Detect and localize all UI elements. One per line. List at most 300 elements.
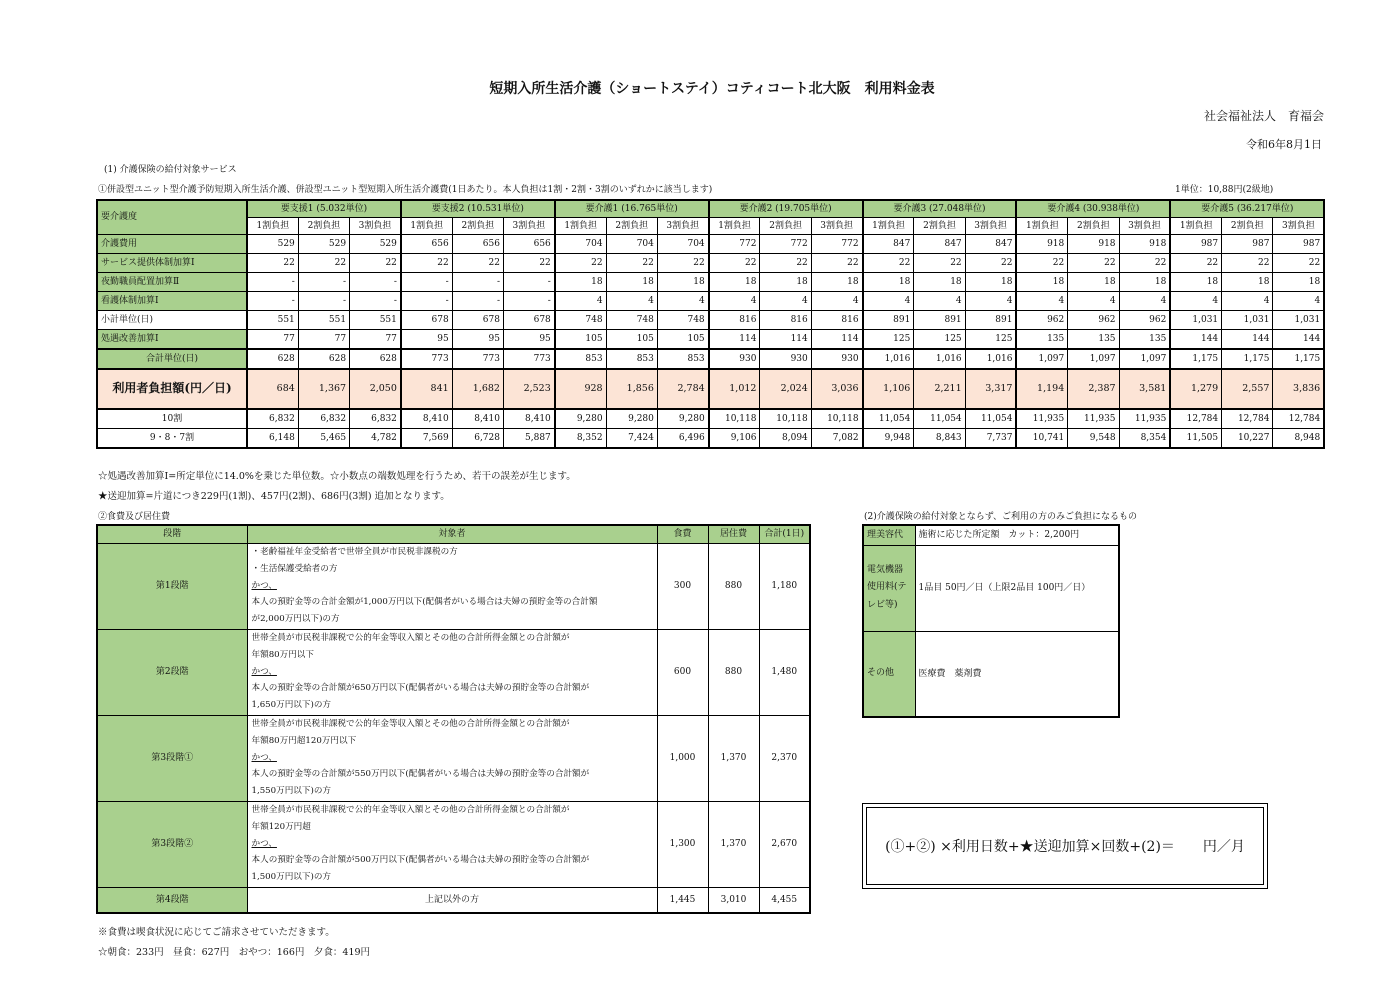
value-cell: - [503, 292, 554, 311]
value-cell: 4 [1273, 292, 1324, 311]
value-cell: 748 [555, 311, 606, 330]
value-cell: 22 [760, 254, 811, 273]
value-cell: 8,948 [1273, 429, 1324, 449]
value-cell: 3,581 [1119, 369, 1170, 409]
target-line: かつ、 [251, 838, 277, 849]
value-cell: 2,387 [1068, 369, 1119, 409]
value-cell: 1,097 [1119, 349, 1170, 369]
value-cell: 918 [1068, 235, 1119, 254]
value-cell: 1,097 [1068, 349, 1119, 369]
stage-total: 4,455 [759, 887, 810, 913]
section1-note-1: ☆処遇改善加算Ⅰ=所定単位に14.0%を乗じた単位数。☆小数点の端数処理を行うため、若干の誤差が生じます。 [98, 471, 576, 482]
value-cell: - [350, 292, 401, 311]
amount-row [97, 429, 1324, 449]
value-cell: 748 [657, 311, 708, 330]
target-line: 本人の預貯金等の合計額が550万円以下(配偶者がいる場合は夫婦の預貯金等の合計額が [251, 769, 590, 780]
value-cell: 816 [709, 311, 760, 330]
value-cell: 628 [298, 349, 349, 369]
care-level-header: 要介護4 (30.938単位) [1016, 200, 1170, 218]
value-cell: 1,175 [1273, 349, 1324, 369]
value-cell: 10,227 [1222, 429, 1273, 449]
stage-total: 1,180 [759, 543, 810, 629]
value-cell: 704 [555, 235, 606, 254]
stage-row [97, 543, 810, 629]
value-cell: 8,843 [914, 429, 965, 449]
value-cell: 22 [965, 254, 1016, 273]
target-header: 対象者 [247, 525, 657, 543]
value-cell: 105 [606, 330, 657, 350]
value-cell: 773 [401, 349, 452, 369]
value-cell: 8,354 [1119, 429, 1170, 449]
target-line: 本人の預貯金等の合計額が650万円以下(配偶者がいる場合は夫婦の預貯金等の合計額が [251, 683, 590, 694]
stage-row [97, 801, 810, 887]
value-cell: 704 [606, 235, 657, 254]
residence-cost: 1,370 [708, 715, 759, 801]
value-cell: 9,548 [1068, 429, 1119, 449]
value-cell: 551 [298, 311, 349, 330]
value-cell: 18 [811, 273, 862, 292]
value-cell: 18 [709, 273, 760, 292]
section1-subheading: ①併設型ユニット型介護予防短期入所生活介護、併設型ユニット型短期入所生活介護費(1日あたり。本人負担は1割・2割・3割のいずれかに該当します) [98, 185, 713, 195]
value-cell: 125 [965, 330, 1016, 350]
target-line: 世帯全員が市民税非課税で公的年金等収入額とその他の合計所得金額との合計額が [251, 633, 570, 644]
value-cell: 95 [401, 330, 452, 350]
stage-total: 2,370 [759, 715, 810, 801]
section2-heading: ②食費及び居住費 [98, 512, 171, 522]
value-cell: 22 [1222, 254, 1273, 273]
stage-target [247, 715, 657, 801]
value-cell: 18 [863, 273, 914, 292]
value-cell: 891 [863, 311, 914, 330]
value-cell: 6,832 [350, 409, 401, 429]
residence-cost: 880 [708, 543, 759, 629]
value-cell: 1,097 [1016, 349, 1067, 369]
value-cell: 847 [914, 235, 965, 254]
value-cell: 22 [1016, 254, 1067, 273]
value-cell: 1,175 [1170, 349, 1221, 369]
value-cell: 678 [401, 311, 452, 330]
care-level-header-row [97, 200, 1324, 218]
charge-label: 理美容代 [863, 525, 915, 545]
value-cell: 114 [760, 330, 811, 350]
burden-header: 2割負担 [452, 218, 503, 235]
value-cell: 135 [1119, 330, 1170, 350]
value-cell: 22 [1170, 254, 1221, 273]
section2-note-2: ☆朝食：233円 昼食：627円 おやつ：166円 夕食：419円 [98, 947, 371, 958]
meal-header-row [97, 525, 810, 543]
value-cell: 8,410 [401, 409, 452, 429]
value-cell: 22 [863, 254, 914, 273]
target-line: 本人の預貯金等の合計金額が1,000万円以下(配偶者がいる場合は夫婦の預貯金等の合計額 [251, 597, 598, 608]
value-cell: 2,557 [1222, 369, 1273, 409]
value-cell: - [247, 273, 298, 292]
value-cell: 987 [1170, 235, 1221, 254]
charge-value: 医療費 薬剤費 [915, 631, 1119, 717]
value-cell: 11,935 [1016, 409, 1067, 429]
value-cell: 6,496 [657, 429, 708, 449]
value-cell: 1,031 [1170, 311, 1221, 330]
value-cell: 22 [811, 254, 862, 273]
value-cell: 5,465 [298, 429, 349, 449]
value-cell: 816 [811, 311, 862, 330]
value-cell: 12,784 [1222, 409, 1273, 429]
food-header: 食費 [657, 525, 708, 543]
value-cell: 18 [1016, 273, 1067, 292]
fee-row [97, 330, 1324, 350]
food-cost: 600 [657, 629, 708, 715]
value-cell: 95 [452, 330, 503, 350]
care-level-header: 要介護2 (19.705単位) [709, 200, 863, 218]
burden-header: 1割負担 [247, 218, 298, 235]
stage-target [247, 543, 657, 629]
value-cell: 18 [657, 273, 708, 292]
target-line: かつ、 [251, 752, 277, 763]
care-level-header: 要介護5 (36.217単位) [1170, 200, 1324, 218]
formula-text: (①+②) ×利用日数+★送迎加算×回数+(2)＝ 円／月 [866, 807, 1264, 885]
value-cell: 962 [1119, 311, 1170, 330]
burden-header: 3割負担 [1119, 218, 1170, 235]
value-cell: 114 [709, 330, 760, 350]
value-cell: 551 [247, 311, 298, 330]
value-cell: 4 [863, 292, 914, 311]
value-cell: 1,682 [452, 369, 503, 409]
target-line: かつ、 [251, 580, 277, 591]
value-cell: 918 [1016, 235, 1067, 254]
value-cell: 11,935 [1119, 409, 1170, 429]
burden-header: 3割負担 [965, 218, 1016, 235]
burden-header: 2割負担 [760, 218, 811, 235]
value-cell: 1,016 [914, 349, 965, 369]
value-cell: 8,094 [760, 429, 811, 449]
value-cell: 18 [760, 273, 811, 292]
value-cell: 853 [657, 349, 708, 369]
value-cell: 1,175 [1222, 349, 1273, 369]
value-cell: 891 [914, 311, 965, 330]
value-cell: 841 [401, 369, 452, 409]
value-cell: 5,887 [503, 429, 554, 449]
value-cell: 847 [965, 235, 1016, 254]
row-label: 夜勤職員配置加算Ⅱ [97, 273, 247, 292]
section1-note-2: ★送迎加算=片道につき229円(1割)、457円(2割)、686円(3割) 追加となります。 [98, 491, 450, 502]
value-cell: 816 [760, 311, 811, 330]
value-cell: 930 [811, 349, 862, 369]
value-cell: 10,741 [1016, 429, 1067, 449]
value-cell: 135 [1068, 330, 1119, 350]
value-cell: 7,082 [811, 429, 862, 449]
value-cell: 18 [606, 273, 657, 292]
burden-header: 1割負担 [1016, 218, 1067, 235]
value-cell: 773 [503, 349, 554, 369]
value-cell: 773 [452, 349, 503, 369]
value-cell: 11,054 [914, 409, 965, 429]
target-line: 1,550万円以下)の方 [251, 786, 332, 797]
burden-header: 3割負担 [1273, 218, 1324, 235]
value-cell: 2,523 [503, 369, 554, 409]
burden-header: 3割負担 [350, 218, 401, 235]
target-line: かつ、 [251, 666, 277, 677]
section1-heading: (1) 介護保険の給付対象サービス [104, 165, 237, 175]
value-cell: 4 [1119, 292, 1170, 311]
value-cell: 9,948 [863, 429, 914, 449]
value-cell: 1,279 [1170, 369, 1221, 409]
burden-header: 1割負担 [709, 218, 760, 235]
value-cell: 9,280 [606, 409, 657, 429]
value-cell: 22 [298, 254, 349, 273]
fee-row [97, 235, 1324, 254]
value-cell: 77 [247, 330, 298, 350]
care-fee-table [96, 199, 1325, 449]
value-cell: 1,016 [863, 349, 914, 369]
value-cell: 22 [914, 254, 965, 273]
value-cell: - [452, 292, 503, 311]
burden-header-row [97, 218, 1324, 235]
stage-label: 第3段階① [97, 715, 247, 801]
target-line: 年額80万円超120万円以下 [251, 735, 357, 746]
value-cell: 772 [709, 235, 760, 254]
value-cell: 4 [760, 292, 811, 311]
value-cell: 7,569 [401, 429, 452, 449]
value-cell: 77 [298, 330, 349, 350]
amount-row [97, 409, 1324, 429]
value-cell: 125 [914, 330, 965, 350]
care-level-header: 要支援1 (5.032単位) [247, 200, 401, 218]
corner-label: 要介護度 [97, 200, 247, 235]
value-cell: 6,832 [298, 409, 349, 429]
value-cell: 18 [914, 273, 965, 292]
target-line: 本人の預貯金等の合計額が500万円以下(配偶者がいる場合は夫婦の預貯金等の合計額が [251, 855, 590, 866]
value-cell: 891 [965, 311, 1016, 330]
value-cell: 18 [965, 273, 1016, 292]
value-cell: - [503, 273, 554, 292]
residence-cost: 880 [708, 629, 759, 715]
value-cell: 18 [1119, 273, 1170, 292]
total-header: 合計(1日) [759, 525, 810, 543]
value-cell: 144 [1222, 330, 1273, 350]
value-cell: 11,054 [965, 409, 1016, 429]
value-cell: 853 [606, 349, 657, 369]
stage-row [97, 629, 810, 715]
value-cell: 529 [350, 235, 401, 254]
value-cell: - [247, 292, 298, 311]
value-cell: 22 [606, 254, 657, 273]
value-cell: 18 [1170, 273, 1221, 292]
charge-label: その他 [863, 631, 915, 717]
value-cell: 930 [760, 349, 811, 369]
value-cell: 22 [503, 254, 554, 273]
value-cell: 114 [811, 330, 862, 350]
value-cell: 22 [1119, 254, 1170, 273]
value-cell: - [452, 273, 503, 292]
value-cell: 11,054 [863, 409, 914, 429]
value-cell: 930 [709, 349, 760, 369]
extra-charge-row [863, 631, 1119, 717]
organization-name: 社会福祉法人 育福会 [1203, 109, 1324, 123]
value-cell: 4 [657, 292, 708, 311]
food-cost: 300 [657, 543, 708, 629]
value-cell: 962 [1068, 311, 1119, 330]
fee-row [97, 273, 1324, 292]
value-cell: 6,728 [452, 429, 503, 449]
value-cell: 2,784 [657, 369, 708, 409]
extra-charge-row [863, 545, 1119, 631]
value-cell: 772 [811, 235, 862, 254]
value-cell: 4 [709, 292, 760, 311]
formula-box [862, 803, 1268, 889]
value-cell: 918 [1119, 235, 1170, 254]
value-cell: 7,737 [965, 429, 1016, 449]
issue-date: 令和6年8月1日 [1246, 138, 1322, 151]
care-level-header: 要介護3 (27.048単位) [863, 200, 1017, 218]
burden-header: 2割負担 [298, 218, 349, 235]
value-cell: 7,424 [606, 429, 657, 449]
value-cell: 4 [811, 292, 862, 311]
value-cell: 4 [606, 292, 657, 311]
value-cell: 1,016 [965, 349, 1016, 369]
extra-charges-table [862, 524, 1120, 718]
burden-header: 2割負担 [606, 218, 657, 235]
stage-target: 上記以外の方 [247, 887, 657, 913]
burden-header: 2割負担 [1222, 218, 1273, 235]
value-cell: 4 [1222, 292, 1273, 311]
value-cell: 1,856 [606, 369, 657, 409]
target-line: 世帯全員が市民税非課税で公的年金等収入額とその他の合計所得金額との合計額が [251, 805, 570, 816]
burden-header: 1割負担 [1170, 218, 1221, 235]
value-cell: 987 [1222, 235, 1273, 254]
value-cell: 22 [555, 254, 606, 273]
value-cell: 22 [709, 254, 760, 273]
stage-header: 段階 [97, 525, 247, 543]
value-cell: 1,106 [863, 369, 914, 409]
unit-price-note: 1単位：10,88円(2級地) [1175, 185, 1274, 195]
value-cell: 4 [914, 292, 965, 311]
food-cost: 1,300 [657, 801, 708, 887]
value-cell: 18 [555, 273, 606, 292]
value-cell: 962 [1016, 311, 1067, 330]
value-cell: 4 [1170, 292, 1221, 311]
burden-header: 1割負担 [863, 218, 914, 235]
residence-header: 居住費 [708, 525, 759, 543]
burden-header: 3割負担 [503, 218, 554, 235]
burden-header: 3割負担 [811, 218, 862, 235]
value-cell: 18 [1068, 273, 1119, 292]
target-line: 1,500万円以下)の方 [251, 872, 332, 883]
stage-row [97, 887, 810, 913]
fee-row [97, 254, 1324, 273]
value-cell: 125 [863, 330, 914, 350]
value-cell: 1,367 [298, 369, 349, 409]
charge-value: 1品目 50円／日（上限2品目 100円／日） [915, 545, 1119, 631]
value-cell: 2,024 [760, 369, 811, 409]
stage-row [97, 715, 810, 801]
value-cell: 678 [503, 311, 554, 330]
value-cell: - [401, 273, 452, 292]
value-cell: 628 [247, 349, 298, 369]
value-cell: 529 [298, 235, 349, 254]
section3-heading: (2)介護保険の給付対象とならず、ご利用の方のみご負担になるもの [864, 512, 1138, 522]
stage-label: 第1段階 [97, 543, 247, 629]
value-cell: 10,118 [760, 409, 811, 429]
value-cell: 22 [350, 254, 401, 273]
value-cell: 8,352 [555, 429, 606, 449]
value-cell: 11,505 [1170, 429, 1221, 449]
charge-label: 電気機器使用料(テレビ等) [863, 545, 915, 631]
value-cell: 2,211 [914, 369, 965, 409]
value-cell: 2,050 [350, 369, 401, 409]
value-cell: 847 [863, 235, 914, 254]
target-line: 年額120万円超 [251, 821, 311, 832]
value-cell: 1,194 [1016, 369, 1067, 409]
value-cell: 684 [247, 369, 298, 409]
target-line: が2,000万円以下)の方 [251, 614, 340, 625]
stage-total: 2,670 [759, 801, 810, 887]
burden-header: 1割負担 [401, 218, 452, 235]
value-cell: 529 [247, 235, 298, 254]
value-cell: 3,036 [811, 369, 862, 409]
value-cell: 1,012 [709, 369, 760, 409]
value-cell: 853 [555, 349, 606, 369]
value-cell: 772 [760, 235, 811, 254]
care-level-header: 要支援2 (10.531単位) [401, 200, 555, 218]
row-label: 看護体制加算Ⅰ [97, 292, 247, 311]
fee-row [97, 292, 1324, 311]
row-label: 合計単位(日) [97, 349, 247, 369]
value-cell: - [298, 273, 349, 292]
value-cell: - [298, 292, 349, 311]
value-cell: 6,148 [247, 429, 298, 449]
value-cell: 551 [350, 311, 401, 330]
row-label: 9・8・7割 [97, 429, 247, 449]
food-cost: 1,445 [657, 887, 708, 913]
residence-cost: 3,010 [708, 887, 759, 913]
row-label: 処遇改善加算Ⅰ [97, 330, 247, 350]
stage-label: 第4段階 [97, 887, 247, 913]
value-cell: 1,031 [1273, 311, 1324, 330]
value-cell: 105 [657, 330, 708, 350]
stage-target [247, 801, 657, 887]
stage-label: 第3段階② [97, 801, 247, 887]
food-cost: 1,000 [657, 715, 708, 801]
stage-label: 第2段階 [97, 629, 247, 715]
target-line: 世帯全員が市民税非課税で公的年金等収入額とその他の合計所得金額との合計額が [251, 719, 570, 730]
fee-row [97, 311, 1324, 330]
burden-header: 3割負担 [657, 218, 708, 235]
row-label: サービス提供体制加算Ⅰ [97, 254, 247, 273]
value-cell: - [350, 273, 401, 292]
value-cell: 22 [452, 254, 503, 273]
value-cell: - [401, 292, 452, 311]
value-cell: 10,118 [811, 409, 862, 429]
value-cell: 4 [555, 292, 606, 311]
value-cell: 748 [606, 311, 657, 330]
value-cell: 9,106 [709, 429, 760, 449]
row-label: 小計単位(日) [97, 311, 247, 330]
target-line: 年額80万円以下 [251, 649, 314, 660]
value-cell: 22 [1273, 254, 1324, 273]
value-cell: 77 [350, 330, 401, 350]
value-cell: 95 [503, 330, 554, 350]
target-line: ・老齢福祉年金受給者で世帯全員が市民税非課税の方 [251, 547, 458, 558]
target-line: 1,650万円以下)の方 [251, 700, 332, 711]
value-cell: 6,832 [247, 409, 298, 429]
value-cell: 10,118 [709, 409, 760, 429]
burden-header: 2割負担 [914, 218, 965, 235]
value-cell: 628 [350, 349, 401, 369]
section2-note-1: ※食費は喫食状況に応じてご請求させていただきます。 [98, 927, 335, 938]
value-cell: 22 [1068, 254, 1119, 273]
burden-header: 1割負担 [555, 218, 606, 235]
value-cell: 928 [555, 369, 606, 409]
value-cell: 678 [452, 311, 503, 330]
